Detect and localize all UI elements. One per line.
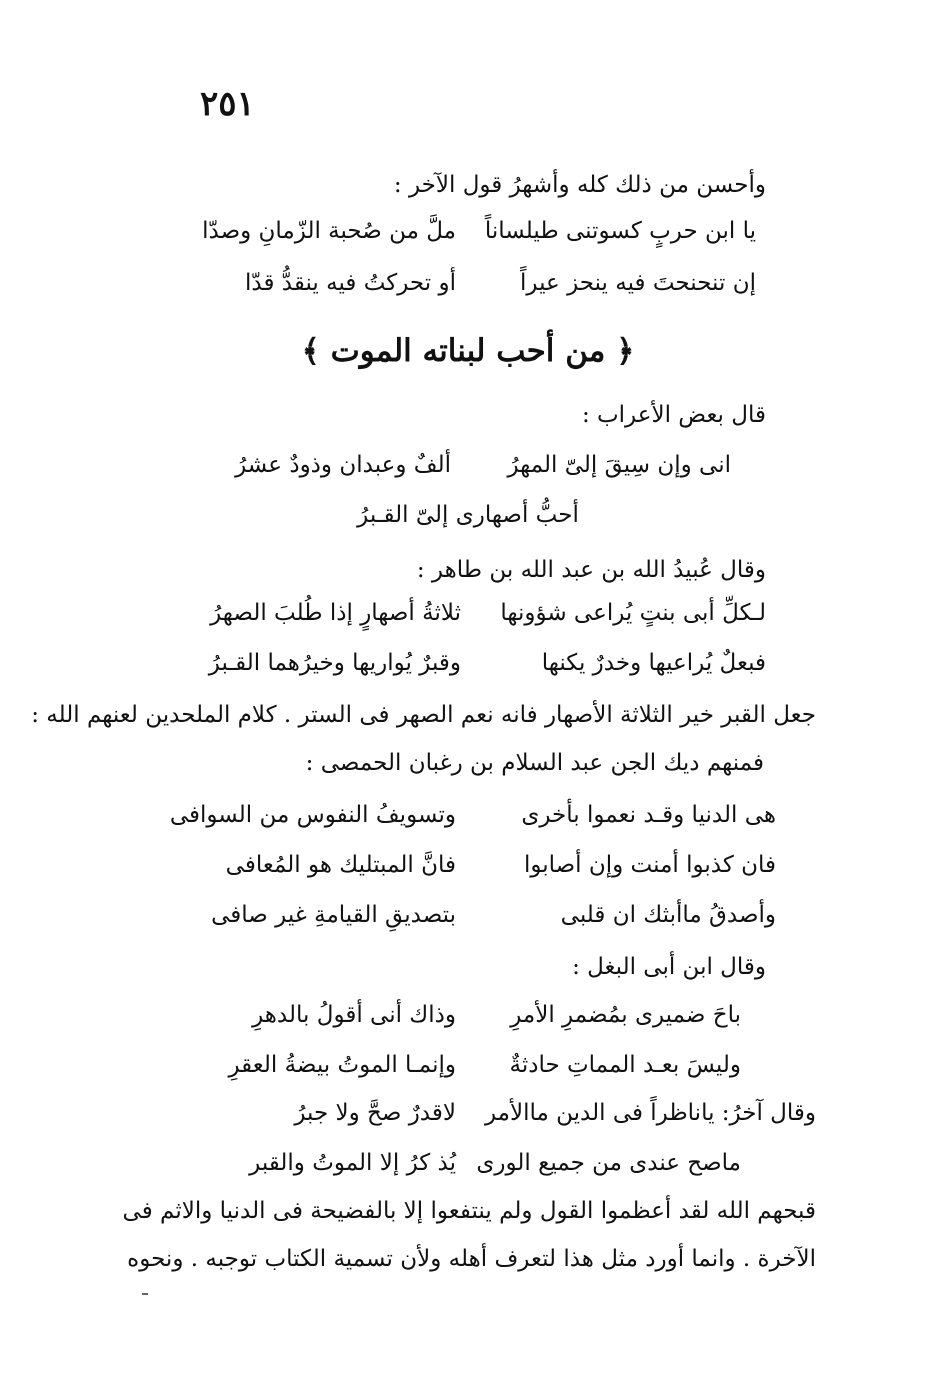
hemistich-second: أو تحركتُ فيه ينقدُّ قدّا (245, 270, 456, 296)
section-heading: ﴿ من أحب لبناته الموت ﴾ (301, 333, 635, 369)
hemistich-second: فانَّ المبتليك هو المُعافى (225, 852, 456, 878)
intro-line: وقال ابن أبى البغل : (572, 954, 766, 980)
hemistich-second: يُذ كرُ إلا الموتُ والقبر (249, 1150, 456, 1176)
hemistich-first: هى الدنيا وقـد نعموا بأخرى (521, 802, 776, 828)
verse-line (202, 216, 756, 246)
hemistich-second: وتسويفُ النفوس من السوافى (169, 802, 456, 828)
intro-line: وأحسن من ذلك كله وأشهرُ قول الآخر : (393, 172, 766, 198)
hemistich-first: فان كذبوا أمنت وإن أصابوا (523, 852, 776, 878)
verse-line (228, 1050, 741, 1080)
hemistich-second: وذاك أنى أقولُ بالدهرِ (252, 1002, 456, 1028)
prose-line: قبحهم الله لقد أعظموا القول ولم ينتفعوا إلا بالفضيحة فى الدنيا والاثم فى (122, 1198, 816, 1224)
hemistich-second: بتصديقِ القيامةِ غير صافى (211, 902, 456, 928)
hemistich-first: انى وإن سِيقَ إلىّ المهرُ (507, 452, 731, 478)
hemistich-second: وإنمـا الموتُ بيضةُ العقرِ (228, 1052, 456, 1078)
verse-line (209, 648, 766, 678)
hemistich-first: فبعلٌ يُراعيها وخدرٌ يكنها (541, 650, 766, 676)
hemistich-second: وقبرٌ يُواريها وخيرُهما القـبرُ (208, 650, 461, 676)
hemistich-second: لاقدرٌ صحَّ ولا جبرُ (294, 1100, 456, 1126)
hemistich-first: وقال آخرُ: ياناظراً فى الدين ماالأمر (484, 1100, 816, 1126)
verse-line (226, 850, 776, 880)
verse-line (211, 900, 776, 930)
margin-mark (142, 1293, 148, 1295)
verse-line (294, 1098, 816, 1128)
hemistich-first: ماصح عندى من جميع الورى (476, 1150, 741, 1176)
prose-line: جعل القبر خير الثلاثة الأصهار فانه نعم الصهر فى الستر . كلام الملحدين لعنهم الله : (31, 702, 816, 728)
hemistich-second: ثلاثةُ أصهارٍ إذا طُلبَ الصهرُ (210, 600, 461, 626)
intro-line: وقال عُبيدُ الله بن عبد الله بن طاهر : (416, 557, 766, 583)
verse-line (210, 598, 766, 628)
hemistich-first: باحَ ضميرى بمُضمرِ الأمرِ (510, 1002, 741, 1028)
verse-line (249, 1148, 741, 1178)
intro-line: فمنهم ديك الجن عبد السلام بن رغبان الحمصى : (305, 750, 764, 776)
page-number: ٢٥١ (200, 84, 255, 124)
hemistich-first: يا ابن حربٍ كسوتنى طيلساناً (484, 218, 756, 244)
hemistich-first: وليسَ بعـد المماتِ حادثةٌ (509, 1052, 741, 1078)
hemistich-second: ملَّ من صُحبة الزّمانِ وصدّا (202, 218, 456, 244)
verse-line (252, 1000, 741, 1030)
verse-single-line: أحبُّ أصهارى إلىّ القـبرُ (357, 502, 579, 528)
hemistich-second: ألفٌ وعبدان وذودٌ عشرُ (235, 452, 451, 478)
verse-line (170, 800, 776, 830)
intro-line: قال بعض الأعراب : (581, 402, 766, 428)
hemistich-first: لـكلِّ أبى بنتٍ يُراعى شؤونها (500, 600, 766, 626)
prose-line: الآخرة . وانما أورد مثل هذا لتعرف أهله ولأن تسمية الكتاب توجبه . ونحوه (127, 1246, 816, 1272)
hemistich-first: إن تنحنحتَ فيه ينحز عيراً (520, 270, 756, 296)
verse-line (245, 268, 756, 298)
hemistich-first: وأصدقُ ماأبثك ان قلبى (560, 902, 776, 928)
verse-line (235, 450, 731, 480)
